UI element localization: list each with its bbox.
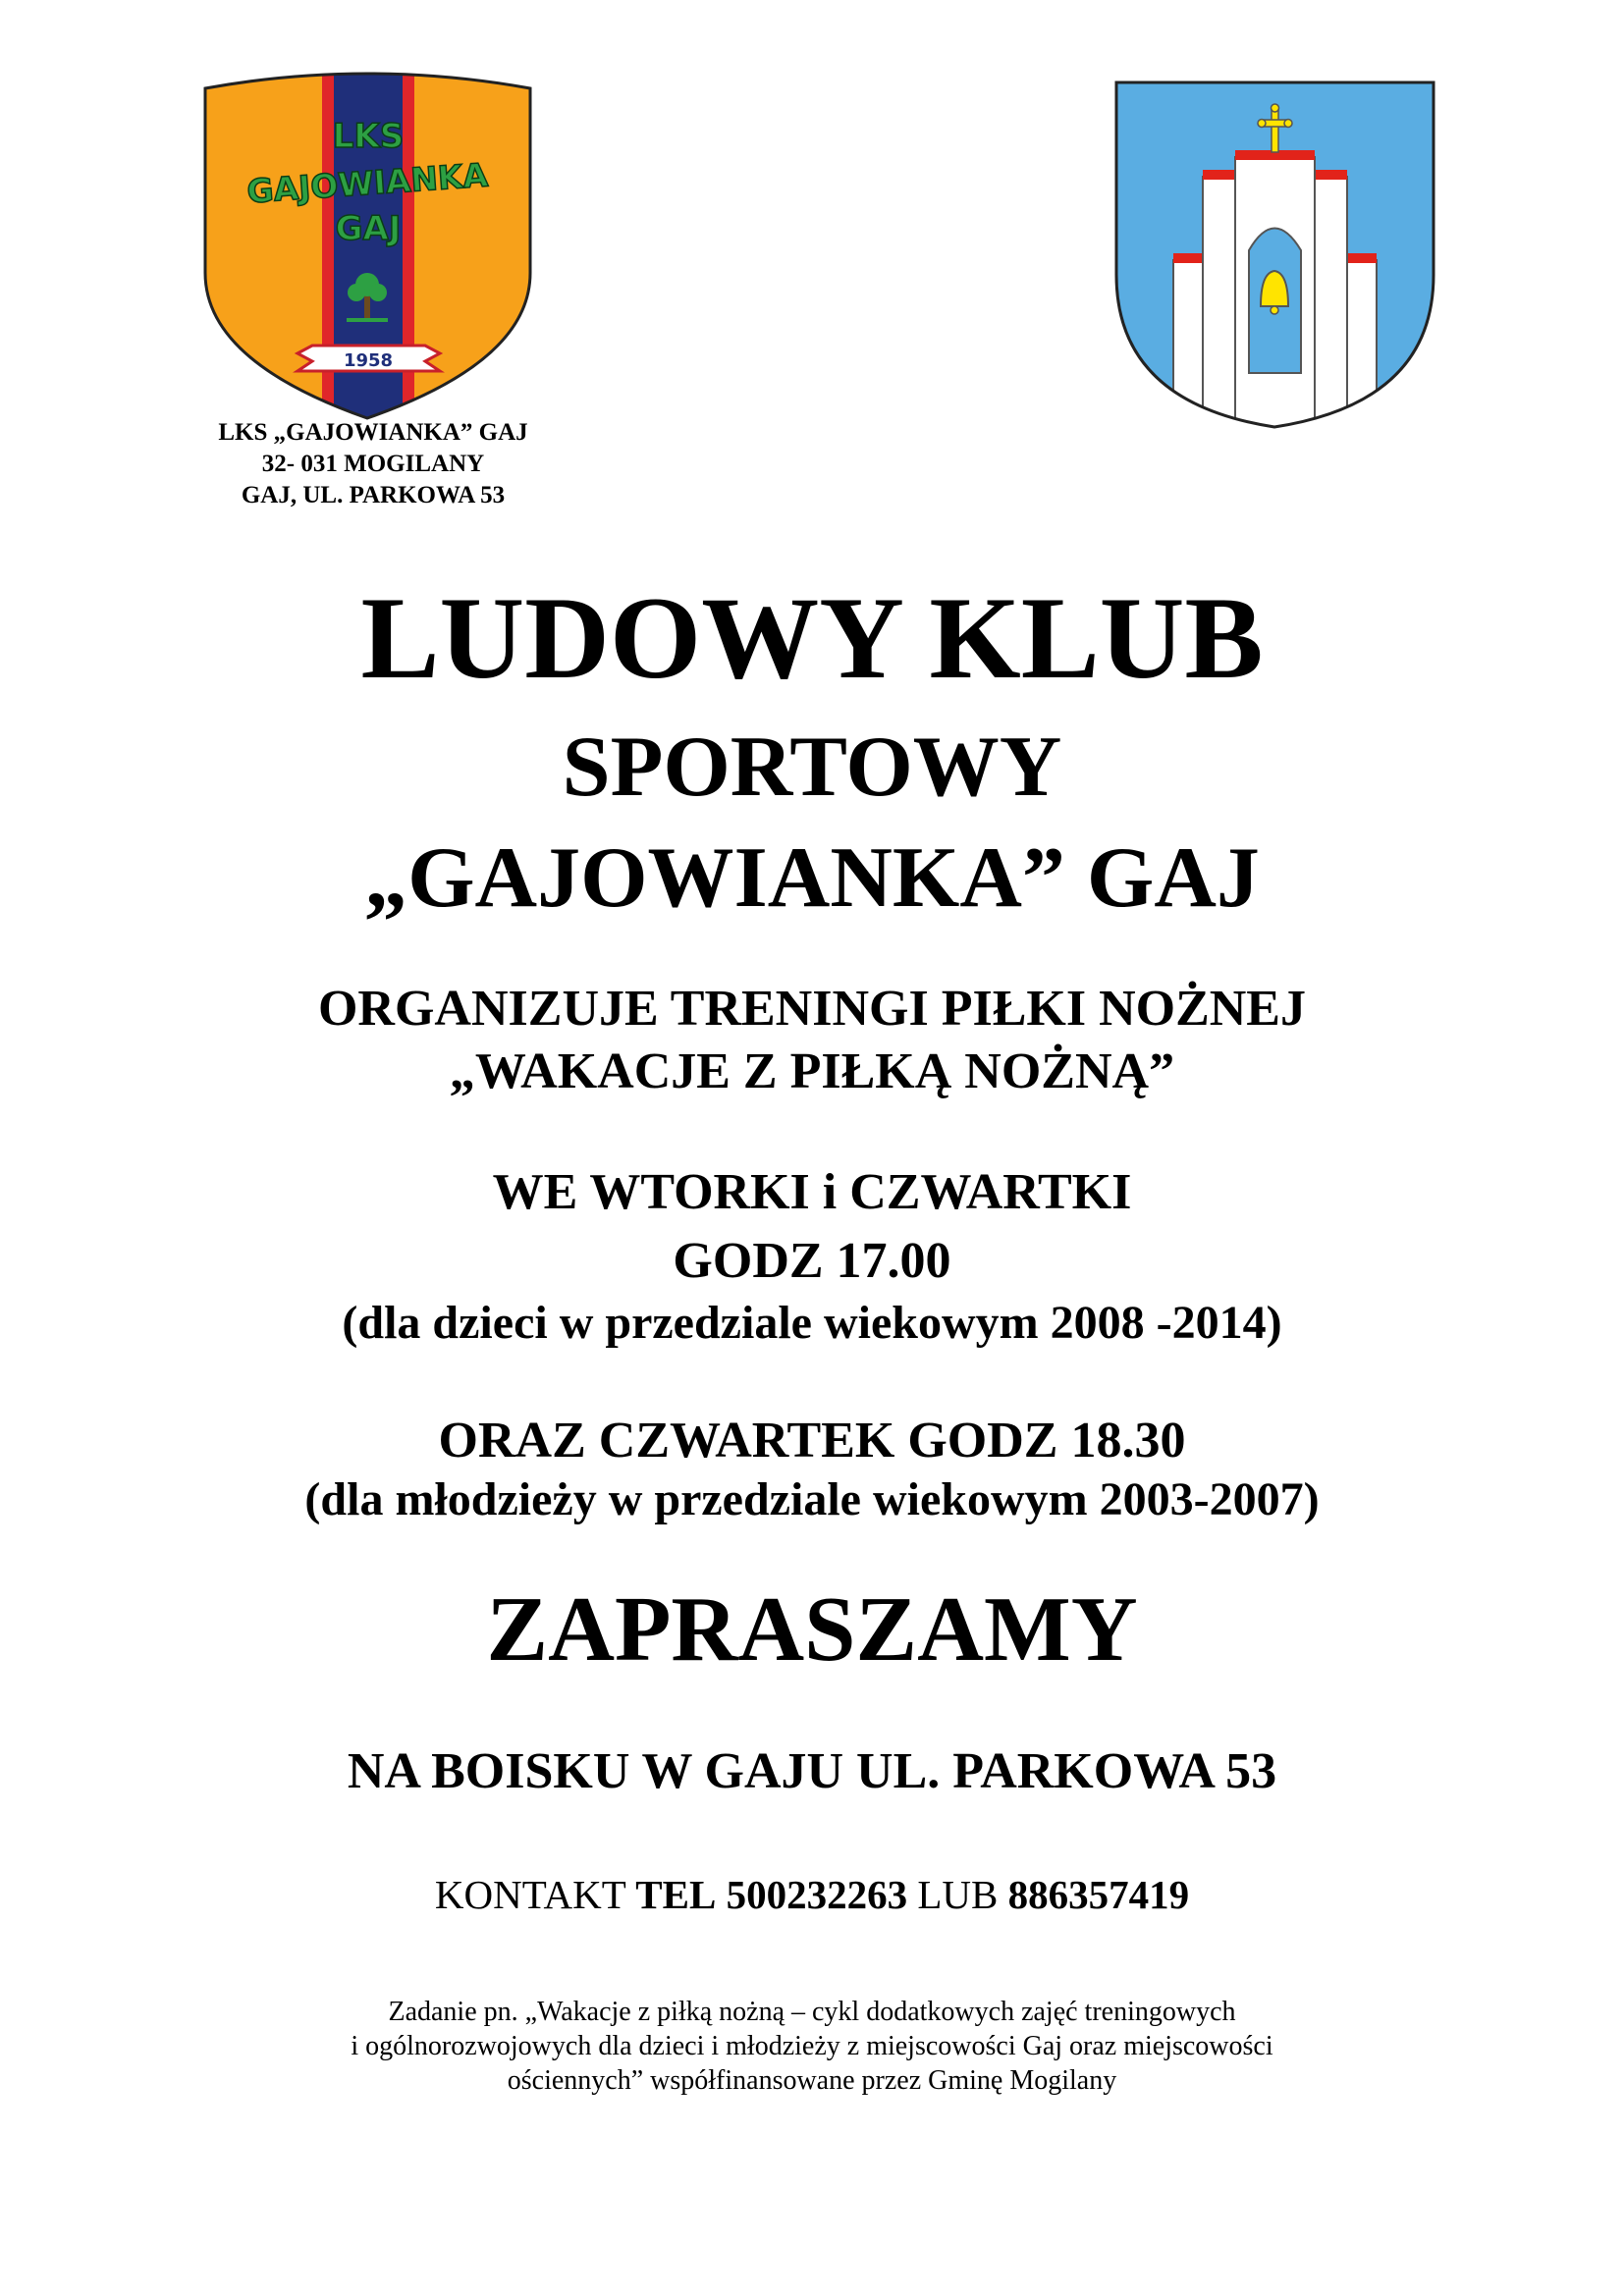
contact-phone-1: 500232263 bbox=[726, 1872, 908, 1917]
contact-prefix: KONTAKT bbox=[434, 1872, 626, 1917]
logo-text-lks: LKS bbox=[332, 117, 405, 156]
coat-of-arms bbox=[1112, 79, 1437, 431]
logo-text-gajowianka: GAJOWIANKA bbox=[245, 155, 490, 211]
club-address bbox=[177, 417, 569, 511]
footnote-line-1: Zadanie pn. „Wakacje z piłką nożną – cykl dodatkowych zajęć treningowych bbox=[388, 1997, 1236, 2027]
title-line-2: SPORTOWY bbox=[562, 720, 1062, 815]
schedule-age-group-youth: (dla młodzieży w przedziale wiekowym 2003-2007) bbox=[304, 1473, 1320, 1525]
title-line-1: LUDOWY KLUB bbox=[360, 572, 1264, 703]
contact-line bbox=[0, 1870, 1624, 1919]
funding-footnote bbox=[0, 1995, 1624, 2098]
club-logo bbox=[199, 67, 536, 422]
address-line-2: 32- 031 MOGILANY bbox=[261, 451, 485, 477]
announcement-line-2: „WAKACJE Z PIŁKĄ NOŻNĄ” bbox=[449, 1043, 1175, 1099]
year-ribbon bbox=[298, 346, 440, 371]
title-line-3: „GAJOWIANKA” GAJ bbox=[364, 830, 1260, 926]
location-line: NA BOISKU W GAJU UL. PARKOWA 53 bbox=[347, 1743, 1277, 1799]
schedule-thursday-time: ORAZ CZWARTEK GODZ 18.30 bbox=[438, 1413, 1186, 1468]
contact-phone-2: 886357419 bbox=[1007, 1872, 1190, 1917]
contact-tel-label: TEL bbox=[635, 1872, 717, 1917]
invite-heading: ZAPRASZAMY bbox=[486, 1578, 1138, 1681]
contact-or: LUB bbox=[917, 1872, 999, 1917]
logo-text-gaj: GAJ bbox=[335, 209, 402, 248]
schedule-days: WE WTORKI i CZWARTKI bbox=[492, 1164, 1132, 1220]
footnote-line-3: ościennych” współfinansowane przez Gminę Mogilany bbox=[507, 2065, 1117, 2096]
announcement-line-1: ORGANIZUJE TRENINGI PIŁKI NOŻNEJ bbox=[317, 981, 1306, 1037]
schedule-age-group-children: (dla dzieci w przedziale wiekowym 2008 -2014) bbox=[342, 1297, 1282, 1349]
footnote-line-2: i ogólnorozwojowych dla dzieci i młodzieży z miejscowości Gaj oraz miejscowości bbox=[351, 2031, 1273, 2061]
address-line-1: LKS „GAJOWIANKA” GAJ bbox=[218, 419, 528, 446]
logo-year: 1958 bbox=[343, 350, 394, 371]
schedule-time: GODZ 17.00 bbox=[673, 1233, 951, 1289]
address-line-3: GAJ, UL. PARKOWA 53 bbox=[241, 482, 506, 508]
